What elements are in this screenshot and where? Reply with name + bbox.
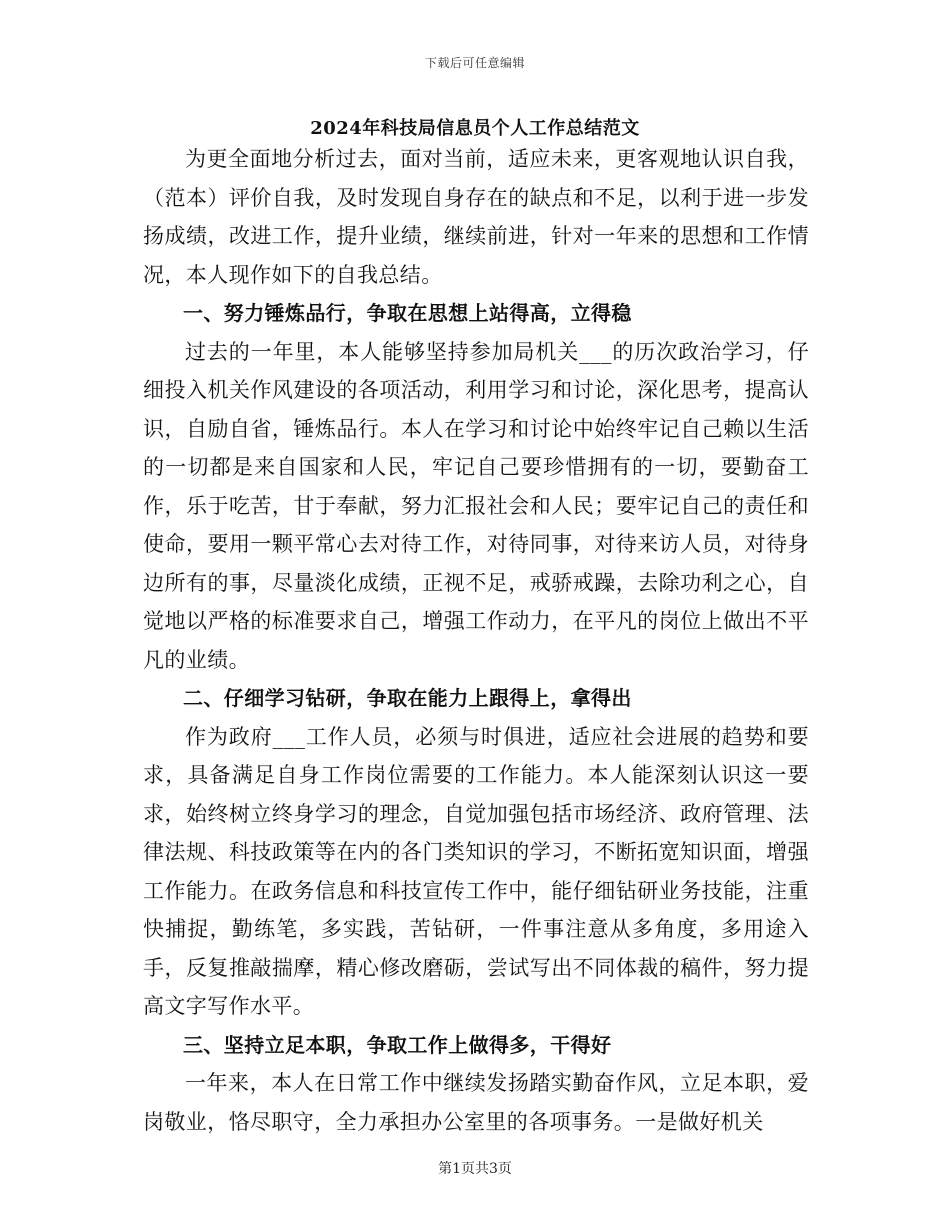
intro-paragraph: 为更全面地分析过去，面对当前，适应未来，更客观地认识自我，（范本）评价自我，及时发现自身存在的缺点和不足，以利于进一步发扬成绩，改进工作，提升业绩，继续前进，针对一年来的思想和工作情况，本人现作如下的自我总结。 (143, 147, 809, 287)
section-paragraph-2: 作为政府___工作人员，必须与时俱进，适应社会进展的趋势和要求，具备满足自身工作岗位需要的工作能力。本人能深刻认识这一要求，始终树立终身学习的理念，自觉加强包括市场经济、政府管理、法律法规、科技政策等在内的各门类知识的学习，不断拓宽知识面，增强工作能力。在政务信息和科技宣传工作中，能仔细钻研业务技能，注重快捕捉，勤练笔，多实践，苦钻研，一件事注意从多角度，多用途入手，反复推敲揣摩，精心修改磨砺，尝试写出不同体裁的稿件，努力提高文字写作水平。 (143, 724, 809, 1018)
document-title: 2024年科技局信息员个人工作总结范文 (310, 118, 640, 139)
page-footer: 第1页共3页 (438, 1161, 512, 1177)
section-heading-1: 一、努力锤炼品行，争取在思想上站得高，立得稳 (183, 301, 632, 325)
section-paragraph-1: 过去的一年里，本人能够坚持参加局机关___的历次政治学习，仔细投入机关作风建设的各项活动，利用学习和讨论，深化思考，提高认识，自励自省，锤炼品行。本人在学习和讨论中始终牢记自己赖以生活的一切都是来自国家和人民，牢记自己要珍惜拥有的一切，要勤奋工作，乐于吃苦，甘于奉献，努力汇报社会和人民；要牢记自己的责任和使命，要用一颗平常心去对待工作，对待同事，对待来访人员，对待身边所有的事，尽量淡化成绩，正视不足，戒骄戒躁，去除功利之心，自觉地以严格的标准要求自己，增强工作动力，在平凡的岗位上做出不平凡的业绩。 (143, 339, 809, 672)
section-heading-2: 二、仔细学习钻研，争取在能力上跟得上，拿得出 (183, 686, 632, 710)
document-body (143, 140, 809, 1141)
section-paragraph-3: 一年来，本人在日常工作中继续发扬踏实勤奋作风，立足本职，爱岗敬业，恪尽职守，全力承担办公室里的各项事务。一是做好机关 (143, 1071, 809, 1134)
header-note: 下载后可任意编辑 (424, 56, 525, 70)
section-heading-3: 三、坚持立足本职，争取工作上做得多，干得好 (183, 1032, 612, 1057)
